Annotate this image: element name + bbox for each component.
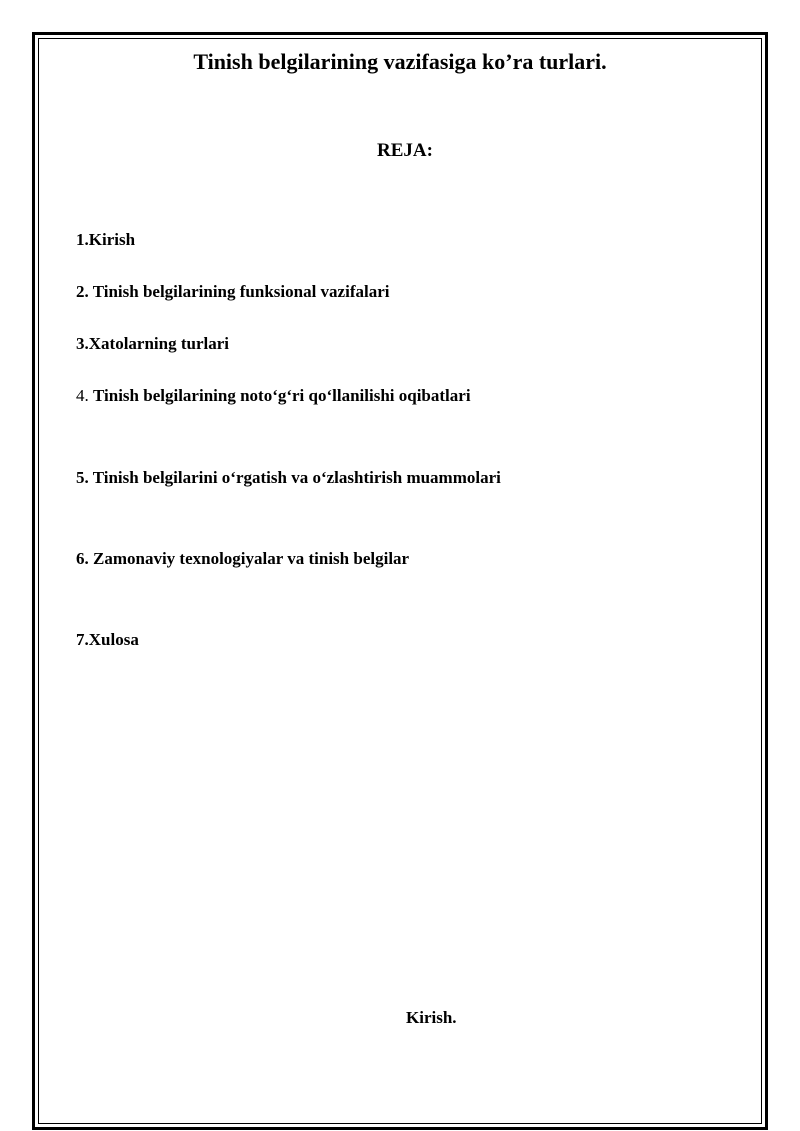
plan-item-text: 1.Kirish	[76, 230, 136, 249]
plan-item-intro	[76, 229, 135, 251]
plan-item-number: 4.	[76, 386, 93, 405]
plan-item-technologies	[76, 548, 409, 570]
plan-item-teaching	[76, 467, 501, 489]
plan-item-errors	[76, 333, 229, 355]
plan-item-text: 5. Tinish belgilarini o‘rgatish va o‘zlashtirish muammolari	[76, 468, 501, 487]
page-border-inner	[38, 38, 762, 1124]
document-title: Tinish belgilarining vazifasiga ko’ra turlari.	[193, 49, 607, 74]
section-heading-intro: Kirish.	[406, 1008, 457, 1027]
plan-item-text: 6. Zamonaviy texnologiyalar va tinish belgilar	[76, 549, 410, 568]
plan-item-text: 7.Xulosa	[76, 630, 139, 649]
plan-item-consequences	[76, 385, 471, 407]
plan-item-text: 2. Tinish belgilarining funksional vazifalari	[76, 282, 390, 301]
plan-heading: REJA:	[377, 140, 433, 161]
plan-item-functions	[76, 281, 389, 303]
plan-item-conclusion	[76, 629, 139, 651]
plan-item-text: 3.Xatolarning turlari	[76, 334, 229, 353]
plan-item-text: Tinish belgilarining noto‘g‘ri qo‘llanilishi oqibatlari	[93, 386, 471, 405]
